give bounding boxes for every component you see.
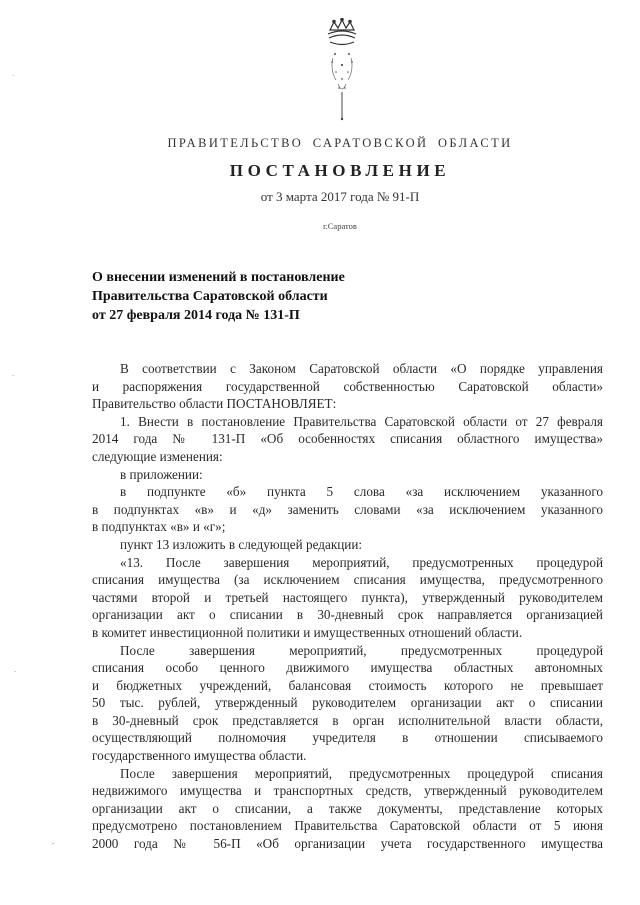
body-line: недвижимого имущества и транспортных средств, утвержденный руководителем [92, 783, 603, 799]
body-line: и бюджетных учреждений, балансовая стоимость которого не превышает [92, 677, 603, 693]
title-line: от 27 февраля 2014 года № 131-П [92, 308, 300, 323]
body-line: организации акт о списании в 30-дневный срок направляется организацией [92, 607, 603, 623]
body-line: 1. Внести в постановление Правительства Саратовской области от 27 февраля [120, 413, 603, 429]
date-and-number: от 3 марта 2017 года № 91-П [260, 189, 420, 204]
title-line: Правительства Саратовской области [92, 289, 328, 304]
scan-mark: - [52, 840, 55, 848]
body-line: 50 тыс. рублей, утвержденный руководителем организации акт о списании [92, 695, 603, 711]
body-line: в подпунктах «в» и «д» заменить словами «за исключением указанного [92, 501, 603, 517]
scan-mark: · [12, 372, 15, 380]
body-line: Правительство области ПОСТАНОВЛЯЕТ: [92, 396, 337, 412]
body-line: в 30-дневный срок представляется в орган исполнительной власти области, [92, 712, 603, 728]
body-line: частями второй и третьей настоящего пункта), утвержденный руководителем [92, 589, 603, 605]
body-line: В соответствии с Законом Саратовской области «О порядке управления [120, 361, 603, 376]
government-name: ПРАВИТЕЛЬСТВО САРАТОВСКОЙ ОБЛАСТИ [167, 136, 513, 150]
body-line: предусмотрено постановлением Правительства Саратовской области от 5 июня [92, 818, 603, 834]
body-line: пункт 13 изложить в следующей редакции: [120, 536, 363, 552]
body-line: в приложении: [120, 466, 203, 482]
title-line: О внесении изменений в постановление [92, 270, 345, 285]
body-line: государственного имущества области. [92, 748, 307, 764]
body-line: После завершения мероприятий, предусмотренных процедурой [120, 642, 603, 658]
body-line: списания особо ценного движимого имущества областных автономных [92, 660, 603, 676]
body-line: 2000 года № 56-П «Об организации учета государственного имущества [92, 836, 603, 852]
body-line: «13. После завершения мероприятий, предусмотренных процедурой [120, 554, 603, 570]
document-title [92, 268, 532, 325]
body-line: в подпункте «б» пункта 5 слова «за исключением указанного [120, 484, 603, 500]
body-line: После завершения мероприятий, предусмотренных процедурой списания [120, 765, 603, 781]
city-name: г.Саратов [323, 221, 357, 231]
body-line: в подпунктах «в» и «г»; [92, 519, 226, 535]
document-body [92, 360, 603, 853]
document-type: ПОСТАНОВЛЕНИЕ [229, 161, 451, 180]
scan-mark: · [14, 668, 17, 676]
body-line: следующие изменения: [92, 448, 223, 464]
body-line: 2014 года № 131-П «Об особенностях списания областного имущества» [92, 431, 603, 447]
body-line: организации акт о списании, а также документы, представление которых [92, 800, 603, 816]
coat-of-arms-emblem [318, 18, 366, 122]
body-line: и распоряжения государственной собственностью Саратовской области» [92, 378, 603, 394]
body-line: осуществляющий полномочия учредителя в отношении списываемого [92, 730, 603, 746]
body-line: в комитет инвестиционной политики и имущественных отношений области. [92, 624, 523, 640]
scan-mark: · [12, 72, 15, 80]
body-line: списания имущества (за исключением списания имущества, предусмотренного [92, 572, 603, 588]
